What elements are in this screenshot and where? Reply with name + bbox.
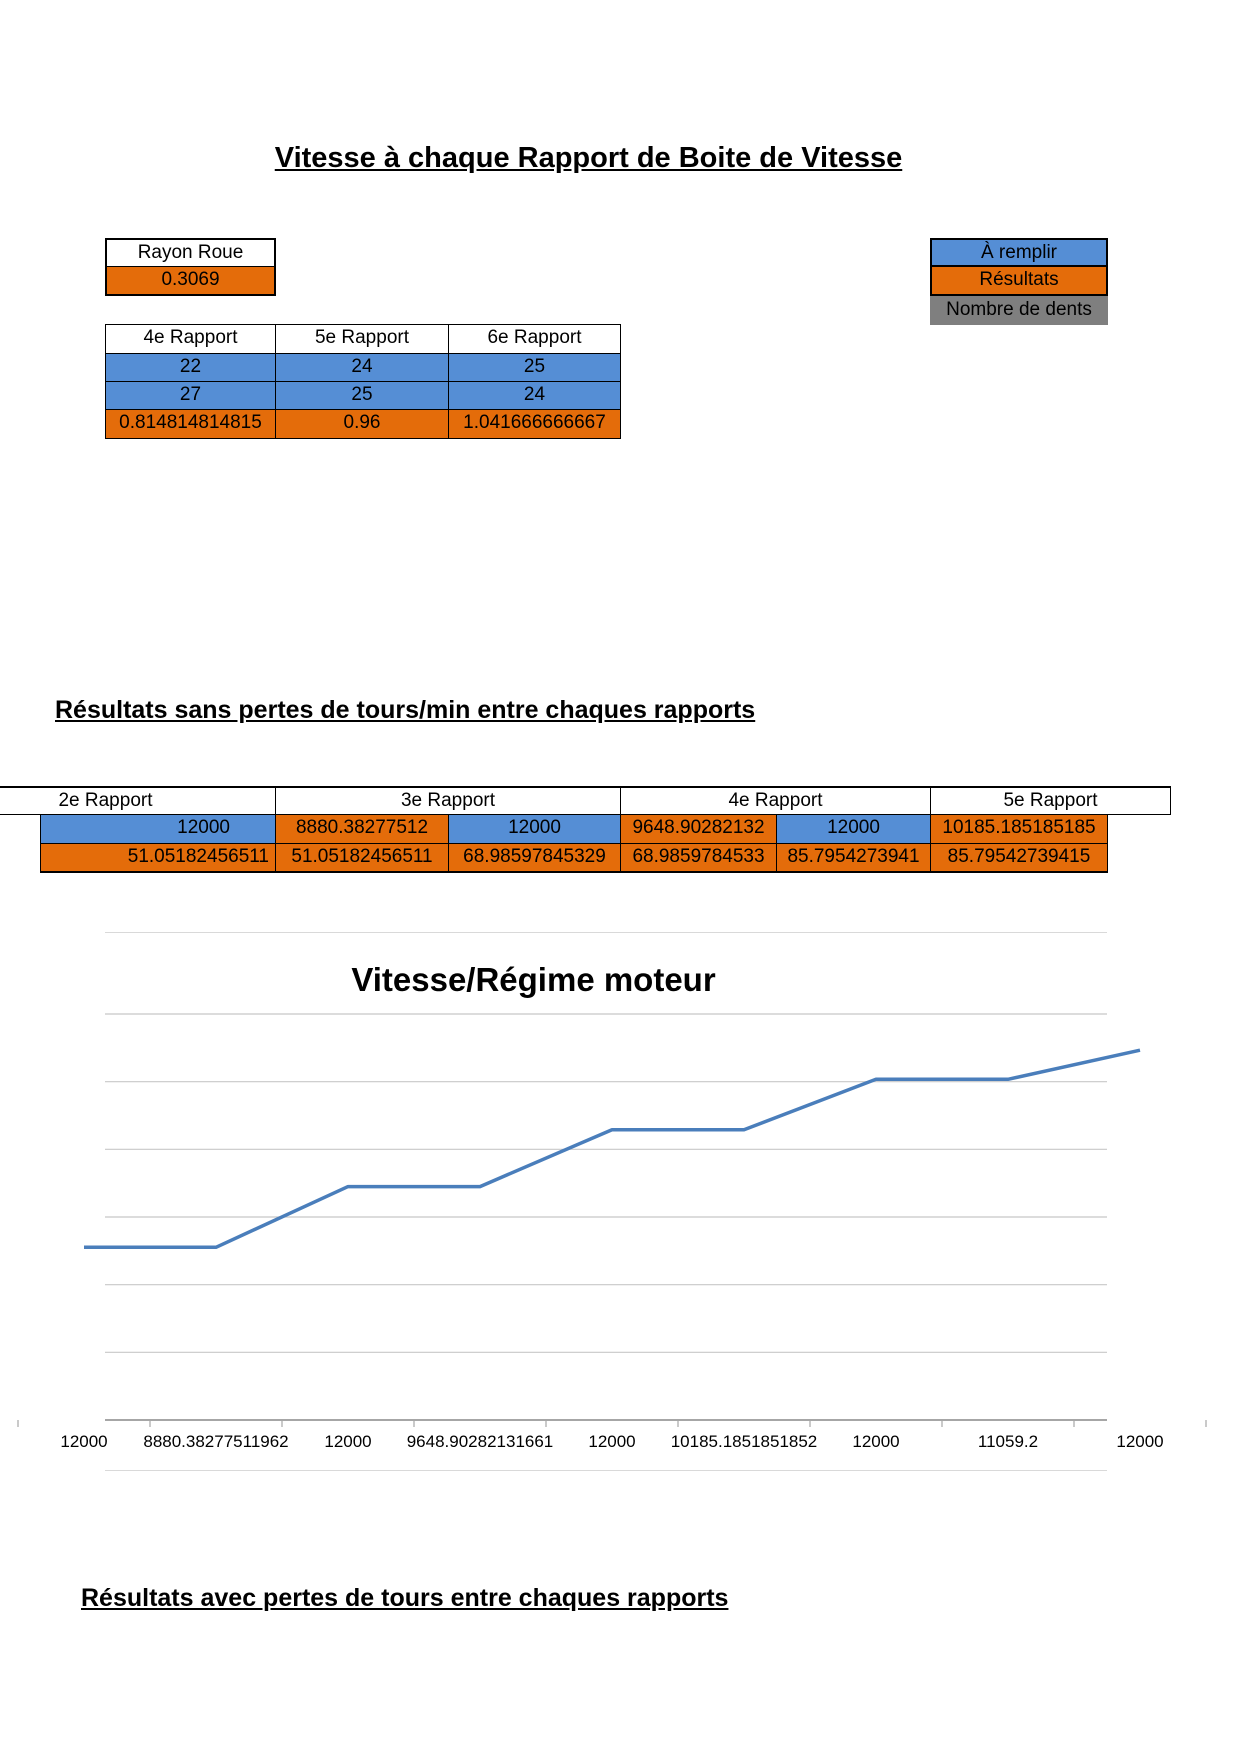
section1-title: Résultats sans pertes de tours/min entre chaques rapports — [55, 696, 756, 724]
gear-header: 4e Rapport — [105, 324, 276, 354]
gear-teeth-b[interactable]: 24 — [448, 381, 621, 410]
gear-teeth-b[interactable]: 25 — [275, 381, 449, 410]
section1-title-clip — [55, 690, 1105, 730]
wheel-radius-value[interactable]: 0.3069 — [105, 266, 276, 296]
chart-bottom-border — [105, 1470, 1107, 1471]
wheel-radius-label: Rayon Roue — [105, 238, 276, 267]
legend-fill: À remplir — [930, 238, 1108, 267]
x-tick-label: 12000 — [324, 1432, 372, 1451]
x-tick-label: 12000 — [60, 1432, 108, 1451]
x-tick-label: 12000 — [852, 1432, 900, 1451]
gear-ratio: 0.814814814815 — [105, 409, 276, 439]
rpm-cell[interactable]: 12000 — [40, 814, 276, 844]
chart-top-border — [105, 932, 1107, 933]
x-tick-label: 9648.90282131661 — [406, 1432, 554, 1451]
x-tick-label: 8880.38277511962 — [143, 1432, 289, 1451]
speed-header: 2e Rapport — [0, 786, 276, 815]
x-tick-label: 10185.1851851852 — [670, 1432, 818, 1451]
speed-cell: 68.9859784533 — [620, 843, 777, 873]
x-tick-label: 12000 — [588, 1432, 636, 1451]
speed-cell: 68.98597845329 — [448, 843, 621, 873]
rpm-cell: 9648.90282132 — [620, 814, 777, 844]
gear-header: 5e Rapport — [275, 324, 449, 354]
speed-cell: 51.05182456511 — [40, 843, 276, 873]
gear-teeth-a[interactable]: 24 — [275, 353, 449, 382]
speed-header: 3e Rapport — [275, 786, 621, 815]
gear-teeth-a[interactable]: 22 — [105, 353, 276, 382]
rpm-cell[interactable]: 12000 — [776, 814, 931, 844]
chart-title: Vitesse/Régime moteur — [351, 961, 716, 998]
gear-header: 6e Rapport — [448, 324, 621, 354]
speed-cell: 51.05182456511 — [275, 843, 449, 873]
x-tick-label: 11059.2 — [977, 1432, 1039, 1451]
section2-title: Résultats avec pertes de tours entre chaques rapports — [81, 1584, 729, 1612]
rpm-cell[interactable]: 12000 — [448, 814, 621, 844]
gear-teeth-b[interactable]: 27 — [105, 381, 276, 410]
gear-ratio: 0.96 — [275, 409, 449, 439]
speed-header: 4e Rapport — [620, 786, 931, 815]
line-chart — [60, 1000, 1164, 1470]
gear-teeth-a[interactable]: 25 — [448, 353, 621, 382]
gear-ratio: 1.041666666667 — [448, 409, 621, 439]
x-tick-label: 12000 — [1116, 1432, 1164, 1451]
page-title: Vitesse à chaque Rapport de Boite de Vitesse — [274, 142, 903, 174]
legend-results: Résultats — [930, 266, 1108, 296]
rpm-cell: 8880.38277512 — [275, 814, 449, 844]
legend-teeth: Nombre de dents — [930, 296, 1108, 325]
speed-cell: 85.79542739415 — [930, 843, 1108, 873]
chart-clip — [60, 1000, 1164, 1470]
section2-title-clip — [81, 1578, 1105, 1618]
speed-cell: 85.7954273941 — [776, 843, 931, 873]
speed-table — [58, 786, 1108, 874]
rpm-cell: 10185.185185185 — [930, 814, 1108, 844]
speed-header: 5e Rapport — [930, 786, 1171, 815]
